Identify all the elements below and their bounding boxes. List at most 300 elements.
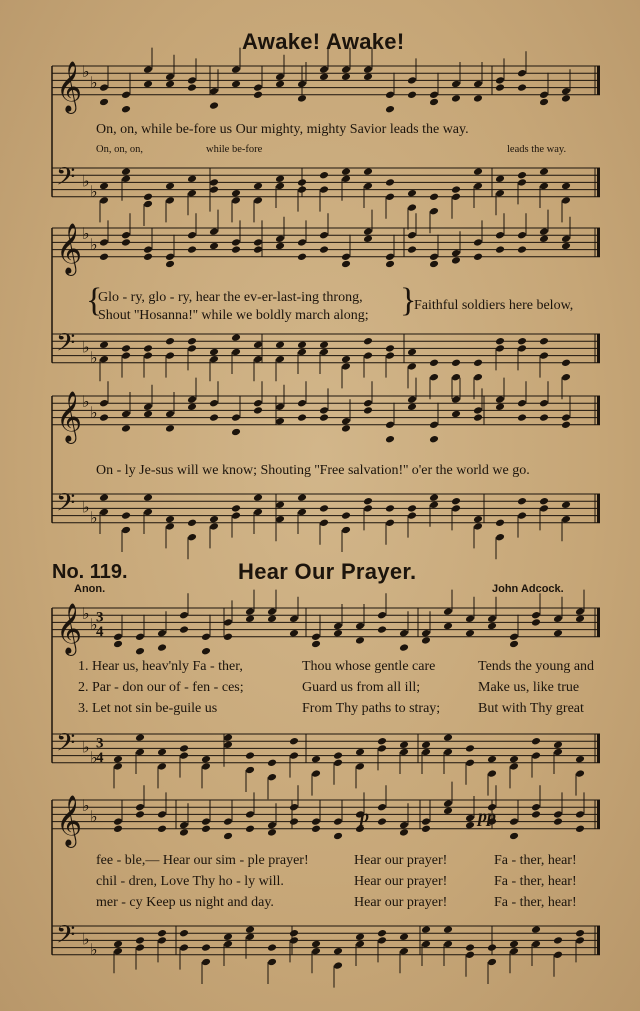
hymn-title-hear-our-prayer: Hear Our Prayer. xyxy=(238,559,417,584)
verse-line: But with Thy great xyxy=(478,701,584,716)
author-credit: Anon. xyxy=(74,583,106,595)
note-head xyxy=(99,253,109,262)
flat-sign: ♭ xyxy=(82,173,90,191)
note-head xyxy=(311,640,321,649)
note-head xyxy=(99,508,109,517)
time-signature: 3 xyxy=(96,609,104,626)
note-head xyxy=(517,511,527,520)
verse-line: Fa - ther, hear! xyxy=(494,874,577,889)
note-head xyxy=(355,940,365,949)
bass-clef: 𝄢 xyxy=(56,162,76,198)
note-head xyxy=(495,337,505,346)
lyric-line: On - ly Je-sus will we know; Shouting ''Free salvation!'' o'er the world we go. xyxy=(96,463,530,478)
note-head xyxy=(495,175,505,184)
note-head xyxy=(99,83,109,92)
note-head xyxy=(575,615,585,624)
note-head xyxy=(99,182,109,191)
note-head xyxy=(253,341,263,350)
note-head xyxy=(99,196,109,205)
note-head xyxy=(561,196,571,205)
note-head xyxy=(363,65,373,74)
note-head xyxy=(539,235,549,244)
note-head xyxy=(539,497,549,506)
note-head xyxy=(311,940,321,949)
note-head xyxy=(473,373,483,382)
note-head xyxy=(99,98,109,107)
note-head xyxy=(495,231,505,240)
note-head xyxy=(223,933,233,942)
note-head xyxy=(377,625,387,634)
note-head xyxy=(157,643,167,652)
note-head xyxy=(443,733,453,742)
note-head xyxy=(121,526,131,535)
note-head xyxy=(253,508,263,517)
note-head xyxy=(223,618,233,627)
note-head xyxy=(377,744,387,753)
note-head xyxy=(355,748,365,757)
note-head xyxy=(209,515,219,524)
verse-line: fee - ble,— Hear our sim - ple prayer! xyxy=(96,853,309,868)
note-head xyxy=(385,421,395,430)
note-head xyxy=(99,238,109,247)
time-signature: 3 xyxy=(96,735,104,752)
flat-sign: ♭ xyxy=(82,606,90,624)
treble-clef: 𝄞 xyxy=(56,222,83,274)
note-head xyxy=(517,231,527,240)
note-head xyxy=(297,341,307,350)
note-head xyxy=(113,633,123,642)
note-head xyxy=(341,65,351,74)
note-head xyxy=(179,751,189,760)
verse-line: 3. Let not sin be-guile us xyxy=(78,701,218,716)
note-head xyxy=(509,640,519,649)
note-head xyxy=(319,231,329,240)
note-head xyxy=(275,501,285,510)
note-head xyxy=(245,751,255,760)
note-head xyxy=(451,80,461,89)
note-head xyxy=(275,242,285,251)
flat-sign: ♭ xyxy=(82,739,90,757)
note-head xyxy=(385,105,395,114)
note-head xyxy=(121,238,131,247)
note-head xyxy=(553,741,563,750)
note-head xyxy=(319,504,329,513)
note-head xyxy=(399,821,409,830)
note-head xyxy=(201,647,211,656)
note-head xyxy=(209,101,219,110)
flat-sign: ♭ xyxy=(82,798,90,816)
note-head xyxy=(143,65,153,74)
note-head xyxy=(429,98,439,107)
note-head xyxy=(451,497,461,506)
note-head xyxy=(495,189,505,198)
note-head xyxy=(319,519,329,528)
note-head xyxy=(297,508,307,517)
note-head xyxy=(209,355,219,364)
note-head xyxy=(245,925,255,934)
note-head xyxy=(451,249,461,258)
note-head xyxy=(531,611,541,620)
note-head xyxy=(231,245,241,254)
note-head xyxy=(443,940,453,949)
note-head xyxy=(267,759,277,768)
flat-sign: ♭ xyxy=(90,809,98,826)
verse-line: Hear our prayer! xyxy=(354,874,448,889)
note-head xyxy=(231,428,241,437)
note-head xyxy=(539,337,549,346)
note-head xyxy=(553,810,563,819)
note-head xyxy=(135,733,145,742)
note-head xyxy=(319,348,329,357)
flat-sign: ♭ xyxy=(90,942,98,960)
lyric-line: Faithful soldiers here below, xyxy=(414,298,574,313)
note-head xyxy=(143,344,153,353)
note-head xyxy=(421,748,431,757)
note-head xyxy=(443,799,453,808)
note-head xyxy=(209,227,219,236)
note-head xyxy=(575,755,585,764)
note-head xyxy=(121,511,131,520)
note-head xyxy=(135,748,145,757)
note-head xyxy=(113,762,123,771)
verse-column xyxy=(78,656,244,719)
note-head xyxy=(223,633,233,642)
note-head xyxy=(187,231,197,240)
note-head xyxy=(209,522,219,531)
verse-line: 1. Hear us, heav'nly Fa - ther, xyxy=(78,659,243,674)
note-head xyxy=(319,413,329,422)
note-head xyxy=(575,929,585,938)
note-head xyxy=(267,943,277,952)
note-head xyxy=(495,344,505,353)
note-head xyxy=(187,344,197,353)
note-head xyxy=(355,933,365,942)
bass-clef: 𝄢 xyxy=(56,328,76,364)
note-head xyxy=(165,73,175,82)
note-head xyxy=(553,936,563,945)
note-head xyxy=(553,817,563,826)
note-head xyxy=(561,87,571,96)
note-head xyxy=(429,373,439,382)
note-head xyxy=(187,83,197,92)
note-head xyxy=(311,755,321,764)
note-head xyxy=(487,958,497,967)
lyric-line: On, on, while be-fore us Our mighty, mighty Savior leads the way. xyxy=(96,122,469,137)
note-head xyxy=(407,189,417,198)
note-head xyxy=(443,622,453,631)
note-head xyxy=(341,355,351,364)
note-head xyxy=(121,91,131,100)
note-head xyxy=(465,759,475,768)
note-head xyxy=(231,511,241,520)
note-head xyxy=(465,943,475,952)
note-head xyxy=(179,943,189,952)
verse-column xyxy=(354,850,447,913)
note-head xyxy=(495,403,505,412)
note-head xyxy=(245,607,255,616)
note-head xyxy=(245,615,255,624)
note-head xyxy=(539,167,549,176)
note-head xyxy=(289,737,299,746)
note-head xyxy=(465,629,475,638)
note-head xyxy=(407,395,417,404)
note-head xyxy=(429,260,439,269)
note-head xyxy=(143,193,153,202)
note-head xyxy=(421,940,431,949)
note-head xyxy=(275,341,285,350)
note-head xyxy=(121,231,131,240)
note-head xyxy=(231,504,241,513)
note-head xyxy=(363,182,373,191)
note-head xyxy=(319,171,329,180)
note-head xyxy=(465,951,475,960)
note-head xyxy=(297,238,307,247)
note-head xyxy=(201,633,211,642)
note-head xyxy=(421,925,431,934)
note-head xyxy=(289,751,299,760)
note-head xyxy=(421,629,431,638)
note-head xyxy=(407,348,417,357)
note-head xyxy=(157,748,167,757)
note-head xyxy=(385,519,395,528)
note-head xyxy=(253,493,263,502)
note-head xyxy=(289,936,299,945)
note-head xyxy=(385,178,395,187)
note-head xyxy=(385,91,395,100)
note-head xyxy=(473,413,483,422)
note-head xyxy=(157,936,167,945)
note-head xyxy=(407,231,417,240)
note-head xyxy=(333,817,343,826)
note-head xyxy=(531,810,541,819)
note-head xyxy=(275,417,285,426)
note-head xyxy=(297,80,307,89)
note-head xyxy=(399,741,409,750)
note-head xyxy=(231,413,241,422)
note-head xyxy=(385,344,395,353)
note-head xyxy=(297,185,307,194)
note-head xyxy=(341,73,351,82)
note-head xyxy=(297,399,307,408)
flat-sign: ♭ xyxy=(82,499,90,517)
note-head xyxy=(443,748,453,757)
note-head xyxy=(179,625,189,634)
note-head xyxy=(333,751,343,760)
flat-sign: ♭ xyxy=(82,931,90,949)
note-head xyxy=(121,424,131,433)
note-head xyxy=(341,417,351,426)
note-head xyxy=(539,182,549,191)
note-head xyxy=(253,196,263,205)
note-head xyxy=(187,395,197,404)
note-head xyxy=(245,933,255,942)
note-head xyxy=(575,825,585,834)
note-head xyxy=(121,351,131,360)
note-head xyxy=(363,227,373,236)
note-head xyxy=(429,421,439,430)
note-head xyxy=(157,929,167,938)
note-head xyxy=(509,817,519,826)
note-head xyxy=(377,817,387,826)
flat-sign: ♭ xyxy=(90,405,98,422)
note-head xyxy=(333,947,343,956)
note-head xyxy=(495,245,505,254)
note-head xyxy=(275,73,285,82)
note-head xyxy=(421,825,431,834)
note-head xyxy=(275,355,285,364)
note-head xyxy=(517,497,527,506)
verse-line: Hear our prayer! xyxy=(354,853,448,868)
final-bar xyxy=(597,168,600,197)
note-head xyxy=(385,260,395,269)
note-head xyxy=(143,253,153,262)
note-head xyxy=(399,828,409,837)
hymn-number: No. 119. xyxy=(52,561,128,583)
note-head xyxy=(399,629,409,638)
note-head xyxy=(223,817,233,826)
note-head xyxy=(385,193,395,202)
note-head xyxy=(429,359,439,368)
flat-sign: ♭ xyxy=(82,339,90,357)
note-head xyxy=(121,344,131,353)
note-head xyxy=(561,182,571,191)
note-head xyxy=(135,810,145,819)
note-head xyxy=(509,762,519,771)
flat-sign: ♭ xyxy=(90,750,98,768)
verse-line: Thou whose gentle care xyxy=(302,659,436,674)
note-head xyxy=(223,940,233,949)
note-head xyxy=(407,362,417,371)
note-head xyxy=(121,105,131,114)
note-head xyxy=(473,515,483,524)
note-head xyxy=(407,76,417,85)
note-head xyxy=(253,238,263,247)
note-head xyxy=(465,821,475,830)
final-bar xyxy=(597,608,600,637)
note-head xyxy=(319,245,329,254)
note-head xyxy=(509,832,519,841)
note-head xyxy=(297,178,307,187)
flat-sign: ♭ xyxy=(82,394,90,412)
note-head xyxy=(539,504,549,513)
note-head xyxy=(333,759,343,768)
final-bar xyxy=(597,396,600,425)
note-head xyxy=(319,73,329,82)
note-head xyxy=(165,351,175,360)
note-head xyxy=(275,80,285,89)
note-head xyxy=(487,943,497,952)
note-head xyxy=(113,947,123,956)
note-head xyxy=(377,929,387,938)
note-head xyxy=(363,337,373,346)
verse-line: Fa - ther, hear! xyxy=(494,895,577,910)
note-head xyxy=(231,238,241,247)
note-head xyxy=(253,245,263,254)
note-head xyxy=(531,737,541,746)
bass-clef: 𝄢 xyxy=(56,920,76,956)
treble-clef: 𝄞 xyxy=(56,794,83,846)
note-head xyxy=(451,256,461,265)
note-head xyxy=(575,810,585,819)
note-head xyxy=(487,615,497,624)
note-head xyxy=(451,410,461,419)
note-head xyxy=(165,196,175,205)
note-head xyxy=(253,91,263,100)
note-head xyxy=(531,925,541,934)
note-head xyxy=(429,91,439,100)
note-head xyxy=(165,80,175,89)
note-head xyxy=(165,337,175,346)
note-head xyxy=(509,947,519,956)
note-head xyxy=(531,751,541,760)
note-head xyxy=(341,362,351,371)
flat-sign: ♭ xyxy=(82,64,90,82)
lyric-brace: { xyxy=(86,282,103,319)
note-head xyxy=(297,493,307,502)
flat-sign: ♭ xyxy=(90,75,98,92)
note-head xyxy=(561,501,571,510)
verse-column xyxy=(302,656,440,719)
note-head xyxy=(143,351,153,360)
note-head xyxy=(473,94,483,103)
note-head xyxy=(253,182,263,191)
note-head xyxy=(451,395,461,404)
note-head xyxy=(407,203,417,212)
note-head xyxy=(135,633,145,642)
note-head xyxy=(341,253,351,262)
note-head xyxy=(113,755,123,764)
note-head xyxy=(165,253,175,262)
note-head xyxy=(363,497,373,506)
note-head xyxy=(275,175,285,184)
hymn-title-awake: Awake! Awake! xyxy=(242,29,405,54)
note-head xyxy=(451,373,461,382)
note-head xyxy=(561,235,571,244)
note-head xyxy=(187,189,197,198)
note-head xyxy=(385,504,395,513)
note-head xyxy=(143,403,153,412)
lyric-brace: } xyxy=(400,282,417,319)
note-head xyxy=(509,940,519,949)
note-head xyxy=(385,253,395,262)
note-head xyxy=(223,832,233,841)
note-head xyxy=(135,647,145,656)
note-head xyxy=(245,825,255,834)
note-head xyxy=(165,410,175,419)
treble-clef: 𝄞 xyxy=(56,602,83,654)
note-head xyxy=(509,633,519,642)
note-head xyxy=(495,83,505,92)
note-head xyxy=(473,167,483,176)
note-head xyxy=(275,182,285,191)
note-head xyxy=(209,178,219,187)
dynamic-marking: pp xyxy=(478,806,496,826)
note-head xyxy=(429,193,439,202)
verse-line: Fa - ther, hear! xyxy=(494,853,577,868)
note-head xyxy=(223,733,233,742)
note-head xyxy=(187,533,197,542)
bass-clef: 𝄢 xyxy=(56,488,76,524)
note-head xyxy=(267,615,277,624)
note-head xyxy=(187,337,197,346)
note-head xyxy=(135,943,145,952)
note-head xyxy=(517,413,527,422)
note-head xyxy=(143,200,153,209)
note-head xyxy=(363,351,373,360)
note-head xyxy=(99,355,109,364)
note-head xyxy=(341,260,351,269)
note-head xyxy=(333,961,343,970)
